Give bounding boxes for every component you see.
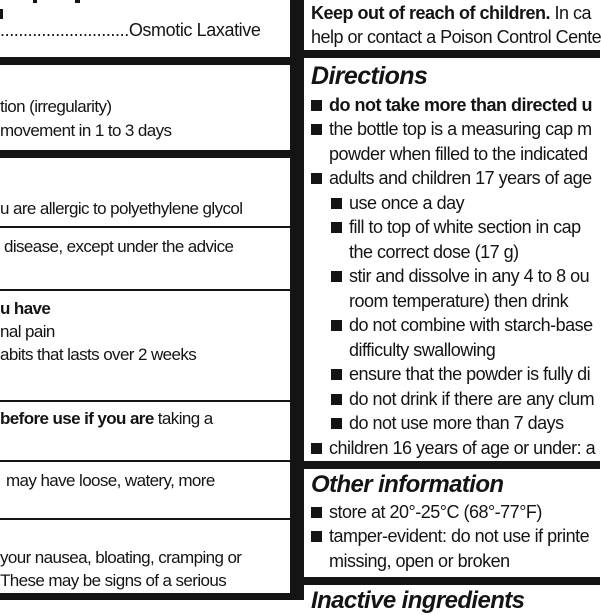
bullet-square-icon xyxy=(331,198,342,209)
bullet-square-icon xyxy=(331,418,342,429)
directions-subitem-continuation: room temperature) then drink xyxy=(349,291,569,311)
directions-item: the bottle top is a measuring cap m xyxy=(311,119,592,139)
bullet-square-icon xyxy=(331,369,342,380)
cropped-glyph-fragment xyxy=(75,0,80,3)
subsection-rule xyxy=(0,400,290,402)
warning-line: These may be signs of a serious xyxy=(0,571,227,590)
other-information-item-continuation: missing, open or broken xyxy=(329,551,510,571)
column-divider xyxy=(290,0,304,600)
section-divider xyxy=(304,461,600,469)
cropped-glyph-fragment xyxy=(0,9,3,19)
bullet-square-icon xyxy=(331,222,342,233)
directions-subitem-continuation: the correct dose (17 g) xyxy=(349,242,519,262)
section-divider xyxy=(0,57,290,65)
warning-line xyxy=(0,409,213,428)
warning-line: disease, except under the advice xyxy=(4,237,234,256)
uses-line: tion (irregularity) xyxy=(0,97,112,116)
directions-item: do not take more than directed u xyxy=(311,95,592,115)
directions-subitem: use once a day xyxy=(331,193,464,213)
keep-out-regular: In ca xyxy=(550,3,592,23)
directions-item-continuation: powder when filled to the indicated xyxy=(329,144,588,164)
warning-line: nal pain xyxy=(0,322,55,341)
inactive-ingredients-heading: Inactive ingredients xyxy=(311,587,525,614)
directions-subitem: do not combine with starch-base xyxy=(331,315,593,335)
directions-subitem: ensure that the powder is fully di xyxy=(331,364,590,384)
subsection-rule xyxy=(0,289,290,291)
directions-item: adults and children 17 years of age xyxy=(311,168,592,188)
directions-subitem: stir and dissolve in any 4 to 8 ou xyxy=(331,266,589,286)
bullet-square-icon xyxy=(311,173,322,184)
directions-subitem: fill to top of white section in cap xyxy=(331,217,581,237)
other-information-item: tamper-evident: do not use if printe xyxy=(311,526,589,546)
bullet-square-icon xyxy=(331,394,342,405)
warning-line: abits that lasts over 2 weeks xyxy=(0,345,197,364)
section-divider xyxy=(304,50,600,58)
warning-bold-fragment: before use if you are xyxy=(0,409,154,428)
directions-subitem: do not use more than 7 days xyxy=(331,413,564,433)
section-divider xyxy=(0,593,290,600)
section-divider xyxy=(0,150,290,158)
bullet-square-icon xyxy=(311,443,322,454)
bullet-square-icon xyxy=(331,271,342,282)
subsection-rule xyxy=(0,460,290,462)
keep-out-line: help or contact a Poison Control Cente xyxy=(311,27,601,47)
bullet-square-icon xyxy=(311,531,322,542)
keep-out-bold: Keep out of reach of children. xyxy=(311,3,551,23)
directions-heading: Directions xyxy=(311,62,428,90)
warning-regular-fragment: taking a xyxy=(153,409,213,428)
section-divider xyxy=(304,577,600,585)
other-information-heading: Other information xyxy=(311,471,504,498)
directions-item: children 16 years of age or under: a xyxy=(311,438,595,458)
cropped-glyph-fragment xyxy=(33,0,37,3)
keep-out-line xyxy=(311,3,591,23)
dot-leader: ............................ xyxy=(0,20,129,40)
bullet-square-icon xyxy=(331,320,342,331)
warning-line: may have loose, watery, more xyxy=(6,471,215,490)
purpose-line xyxy=(0,20,260,40)
warning-line: u are allergic to polyethylene glycol xyxy=(0,199,243,218)
warning-heading-tail: u have xyxy=(0,299,51,318)
subsection-rule xyxy=(0,226,290,228)
directions-subitem: do not drink if there are any clum xyxy=(331,389,594,409)
bullet-square-icon xyxy=(311,124,322,135)
bullet-square-icon xyxy=(311,507,322,518)
other-information-item: store at 20°-25°C (68°-77°F) xyxy=(311,502,542,522)
subsection-rule xyxy=(0,518,290,520)
purpose-text: Osmotic Laxative xyxy=(128,20,261,40)
uses-line: movement in 1 to 3 days xyxy=(0,121,172,140)
bullet-square-icon xyxy=(311,100,322,111)
directions-subitem-continuation: difficulty swallowing xyxy=(349,340,496,360)
warning-line: your nausea, bloating, cramping or xyxy=(0,548,242,567)
